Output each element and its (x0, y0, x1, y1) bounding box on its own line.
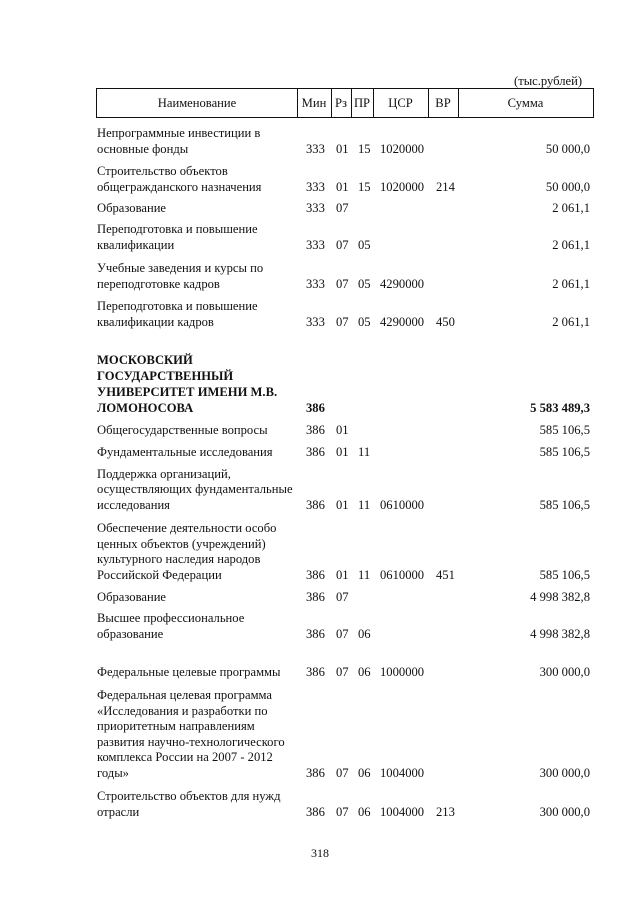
row-rz: 07 (336, 626, 349, 641)
row-sum: 2 061,1 (552, 314, 590, 329)
page-number: 318 (311, 846, 329, 860)
table-row (0, 297, 640, 330)
row-min: 386 (306, 804, 325, 819)
row-sum: 2 061,1 (552, 237, 590, 252)
row-csr: 0610000 (380, 567, 425, 582)
row-vr: 213 (436, 804, 455, 819)
row-sum: 585 106,5 (539, 444, 590, 459)
row-name: Образование (97, 200, 167, 215)
row-vr: 450 (436, 314, 455, 329)
row-rz: 07 (336, 314, 349, 329)
table-row (0, 220, 640, 253)
row-name: Федеральные целевые программы (97, 664, 281, 679)
row-rz: 01 (336, 497, 349, 512)
row-rz: 01 (336, 444, 349, 459)
row-pr: 15 (358, 141, 371, 156)
row-rz: 07 (336, 804, 349, 819)
row-sum: 4 998 382,8 (530, 589, 590, 604)
table-row (0, 124, 640, 157)
row-name: Поддержка организаций, осуществляющих фундаментальные исследования (97, 466, 293, 512)
organization-sum: 5 583 489,3 (530, 401, 590, 415)
row-min: 386 (306, 422, 325, 437)
row-name: Федеральная целевая программа «Исследования и разработки по приоритетным направлениям развития научно-технологического комплекса России на 2007 - 2012 годы» (97, 688, 285, 780)
row-rz: 07 (336, 237, 349, 252)
row-min: 333 (306, 237, 325, 252)
row-rz: 07 (336, 664, 349, 679)
row-rz: 01 (336, 141, 349, 156)
row-name: Переподготовка и повышение квалификации кадров (97, 299, 258, 329)
row-csr: 1020000 (380, 141, 425, 156)
row-min: 386 (306, 626, 325, 641)
table-row (0, 161, 640, 195)
row-sum: 50 000,0 (545, 179, 590, 194)
column-header-csr: ЦСР (388, 96, 413, 110)
table-row (0, 686, 640, 781)
table-row (0, 259, 640, 292)
row-sum: 300 000,0 (539, 664, 590, 679)
row-name: Непрограммные инвестиции в основные фонды (97, 126, 261, 156)
row-min: 386 (306, 444, 325, 459)
row-min: 333 (306, 276, 325, 291)
row-sum: 585 106,5 (539, 567, 590, 582)
row-sum: 2 061,1 (552, 200, 590, 215)
row-pr: 05 (358, 276, 371, 291)
row-vr: 214 (436, 179, 455, 194)
row-min: 333 (306, 200, 325, 215)
row-min: 386 (306, 589, 325, 604)
row-csr: 1004000 (380, 804, 425, 819)
column-header-pr: ПР (353, 96, 371, 110)
row-rz: 01 (336, 179, 349, 194)
row-min: 333 (306, 141, 325, 156)
row-rz: 07 (336, 200, 349, 215)
row-pr: 05 (358, 314, 371, 329)
column-header-sum: Сумма (507, 96, 544, 110)
row-csr: 0610000 (380, 497, 425, 512)
table-row (0, 647, 640, 680)
row-pr: 06 (358, 664, 371, 679)
row-pr: 11 (358, 444, 371, 459)
row-pr: 06 (358, 626, 371, 641)
row-name: Общегосударственные вопросы (97, 422, 268, 437)
row-sum: 2 061,1 (552, 276, 590, 291)
row-csr: 1000000 (380, 664, 425, 679)
table-row (0, 518, 640, 583)
row-name: Строительство объектов для нужд отрасли (97, 789, 281, 819)
row-pr: 11 (358, 567, 371, 582)
row-min: 386 (306, 497, 325, 512)
row-csr: 1004000 (380, 765, 425, 780)
row-min: 333 (306, 179, 325, 194)
column-header-vr: ВР (435, 96, 451, 110)
row-name: Учебные заведения и курсы по переподготовке кадров (97, 261, 264, 291)
table-row (0, 588, 640, 605)
row-pr: 06 (358, 765, 371, 780)
row-csr: 4290000 (380, 276, 425, 291)
row-sum: 585 106,5 (539, 497, 590, 512)
row-min: 333 (306, 314, 325, 329)
row-sum: 50 000,0 (545, 141, 590, 156)
row-pr: 05 (358, 237, 371, 252)
row-name: Обеспечение деятельности особо ценных объектов (учреждений) культурного наследия народов Российской Федерации (97, 521, 277, 582)
row-name: Образование (97, 589, 167, 604)
row-min: 386 (306, 664, 325, 679)
row-rz: 01 (336, 567, 349, 582)
organization-min: 386 (306, 401, 325, 415)
column-header-min: Мин (301, 96, 327, 110)
table-row (0, 786, 640, 820)
row-name: Высшее профессиональное образование (97, 611, 245, 641)
table-row (0, 443, 640, 460)
row-pr: 11 (358, 497, 371, 512)
row-name: Фундаментальные исследования (97, 444, 273, 459)
row-vr: 451 (436, 567, 455, 582)
column-header-rz: Рз (335, 96, 347, 110)
row-rz: 07 (336, 276, 349, 291)
row-min: 386 (306, 765, 325, 780)
table-header (96, 88, 594, 118)
row-rz: 07 (336, 589, 349, 604)
table-row (0, 421, 640, 438)
table-row (0, 609, 640, 642)
row-csr: 1020000 (380, 179, 425, 194)
row-min: 386 (306, 567, 325, 582)
table-row (0, 199, 640, 216)
organization-row (0, 350, 640, 416)
row-name: Переподготовка и повышение квалификации (97, 222, 258, 252)
row-csr: 4290000 (380, 314, 425, 329)
row-pr: 06 (358, 804, 371, 819)
table-row (0, 464, 640, 513)
column-header-name: Наименование (157, 96, 237, 110)
row-rz: 07 (336, 765, 349, 780)
row-sum: 585 106,5 (539, 422, 590, 437)
row-name: Строительство объектов общегражданского назначения (97, 164, 262, 194)
row-sum: 300 000,0 (539, 765, 590, 780)
row-pr: 15 (358, 179, 371, 194)
row-rz: 01 (336, 422, 349, 437)
row-sum: 300 000,0 (539, 804, 590, 819)
units-label: (тыс.рублей) (514, 74, 583, 88)
row-sum: 4 998 382,8 (530, 626, 590, 641)
organization-name: МОСКОВСКИЙ ГОСУДАРСТВЕННЫЙ УНИВЕРСИТЕТ ИМЕНИ М.В. ЛОМОНОСОВА (97, 353, 278, 415)
